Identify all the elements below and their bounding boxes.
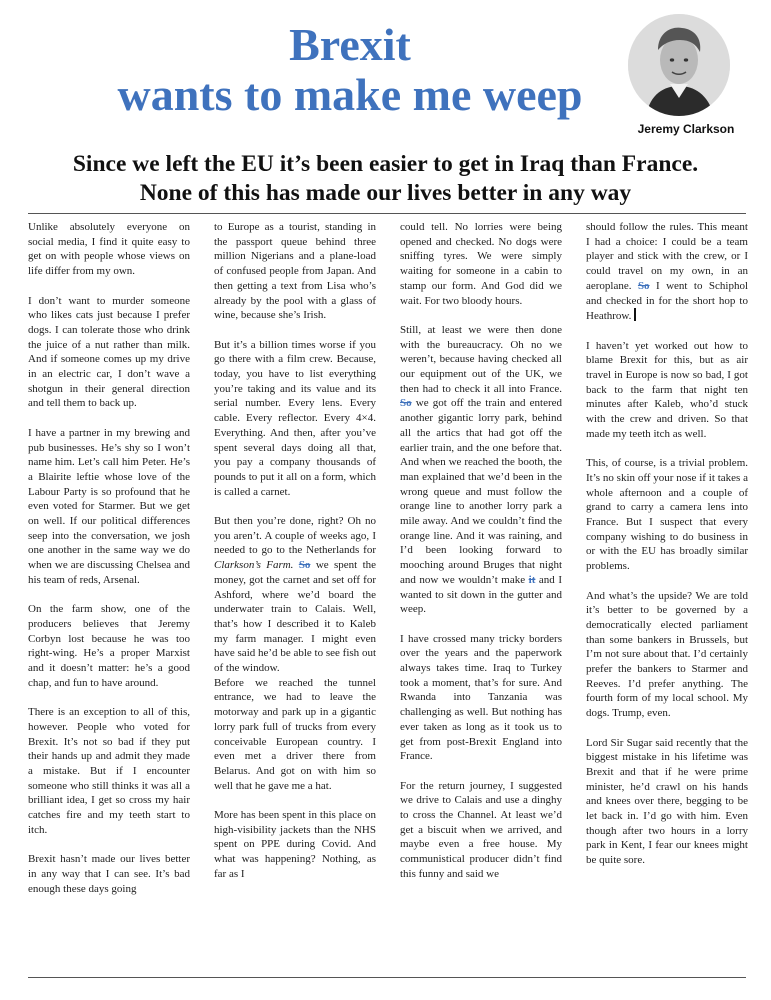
author-byline: Jeremy Clarkson <box>637 122 735 136</box>
bottom-divider <box>28 977 746 978</box>
paragraph: I don’t want to murder someone who likes cats just because I prefer dogs. I can tolerate those who drink the juice of a nut rather than milk. And if someone comes up my drive in an electric car, I don’t wave a shotgun in their general direction and tell them to back up. <box>28 294 190 410</box>
subheadline-line-2: None of this has made our lives better in any way <box>139 180 632 206</box>
author-portrait-icon <box>628 14 730 116</box>
article-column-2 <box>214 220 376 882</box>
article-column-4 <box>586 220 748 868</box>
paragraph: There is an exception to all of this, however. People who voted for Brexit. It’s not so bad if they put their hands up and admit they made a mistake. But if I encounter someone who still thinks it was all a brilliant idea, I get so cross my hair catches fire and my teeth start to itch. <box>28 706 190 836</box>
paragraph: More has been spent in this place on high-visibility jackets than the NHS spent on PPE during Covid. And what was happening? Nothing, as far as I <box>214 809 376 880</box>
paragraph <box>214 514 376 676</box>
paragraph: And what’s the upside? We are told it’s better to be governed by a democratically elected parliament than some bankers in Brussels, but I’m not sure about that. I’d certainly prefer the bankers to Starmer and Reeves. I’d prefer anything. The fourth form of my local school. My dogs. Trump, even. <box>586 589 748 720</box>
correction-mark: So <box>400 397 412 410</box>
paragraph-text: Still, at least we were then done with the bureaucracy. Oh no we weren’t, because having checked all our equipment out of the UK, we then had to check it all into France. <box>400 323 562 395</box>
paragraph: Brexit hasn’t made our lives better in any way that I can see. It’s bad enough these days going <box>28 853 190 895</box>
subheadline <box>20 150 751 208</box>
correction-mark: it <box>528 573 536 586</box>
article-column-3 <box>400 220 562 882</box>
paragraph: I have crossed many tricky borders over the years and the paperwork always takes time. Iraq to Turkey took a moment, that’s for sure. And Rwanda into Tanzania was challenging as well. But nothing has ever taken as long as it took us to get from post-Brexit England into France. <box>400 632 562 763</box>
headline-line-1: Brexit <box>289 19 411 70</box>
paragraph-text: I went to Schiphol and checked in for the short hop to Heathrow. <box>586 279 749 323</box>
paragraph: Lord Sir Sugar said recently that the biggest mistake in his lifetime was Brexit and that if he were prime minister, he’d crawl on his hands and knees over there, begging to be let back in. I’d go with him. Even though after two hours in a lorry park in Kent, I fear our knees might be quite sore. <box>586 736 748 867</box>
paragraph: For the return journey, I suggested we drive to Calais and use a dinghy to cross the Channel. At least we’d get a biscuit when we arrived, and maybe even a free house. My communistical producer didn’t find this funny and said we <box>400 779 562 880</box>
paragraph-text: we spent the money, got the carnet and set off for Ashford, where we’d board the underwater train to Calais. Well, that’s how I described it to Kaleb my farm manager. I might even have said he’d be able to see fish out of the window. <box>214 559 377 675</box>
paragraph-text: should follow the rules. This meant I had a choice: I could be a team player and stick with the crew, or I could travel on my own, in an aeroplane. <box>586 221 748 292</box>
top-divider <box>28 213 746 214</box>
paragraph-text: But then you’re done, right? Oh no you aren’t. A couple of weeks ago, I needed to go to the Netherlands for <box>214 515 376 557</box>
paragraph: to Europe as a tourist, standing in the passport queue behind three million Nigerians and a plane-load of confused people from Japan. And then getting a text from Lisa who’s already by the pool with a glass of wine, because she’s Irish. <box>214 221 376 322</box>
paragraph <box>400 323 562 617</box>
paragraph: This, of course, is a trivial problem. It’s no skin off your nose if it takes a whole afternoon and a couple of grand to carry a camera lens into France. But I suspect that every company wishing to do business in or with the EU has broadly similar problems. <box>586 457 748 573</box>
paragraph: could tell. No lorries were being opened and checked. No dogs were sniffing tyres. We were simply waiting for someone in a cabin to stamp our form. And God did we wait. For two bloody hours. <box>400 221 562 307</box>
headline-line-2: wants to make me weep <box>117 69 583 120</box>
subheadline-line-1: Since we left the EU it’s been easier to get in Iraq than France. <box>72 151 699 177</box>
article-column-1 <box>28 220 190 896</box>
paragraph: But it’s a billion times worse if you go there with a film crew. Because, today, you have to list everything you’re taking and its value and its serial number. Every lens. Every cable. Every reflector. Every 4×4. Everything. And then, after you’ve spent several days doing all that, you pay a company thousands of pounds to put it all on a form, which is called a carnet. <box>214 338 376 498</box>
author-portrait <box>628 14 730 116</box>
paragraph: On the farm show, one of the producers believes that Jeremy Corbyn lost because he was too right-wing. He’s a proper Marxist and it doesn’t matter: he’s a good chap, and fun to have around. <box>28 603 190 689</box>
headline <box>60 19 640 120</box>
correction-mark: So <box>637 279 650 292</box>
paragraph-text: and I wanted to sit down in the gutter and weep. <box>400 573 562 616</box>
paragraph: Before we reached the tunnel entrance, we had to leave the motorway and park up in a gigantic lorry park full of trucks from every conceivable European country. I even met a driver there from Belarus. And got on with him so well that he gave me a hat. <box>214 676 376 792</box>
paragraph: I have a partner in my brewing and pub businesses. He’s shy so I won’t name him. Let’s call him Peter. He’s a Blairite leftie whose love of the Labour Party is so profound that he even voted for Starmer. But we get on well. If our political differences seep into the conversation, we josh one another in the same way we do when we are discussing Chelsea and his team of reds, Arsenal. <box>28 426 190 586</box>
paragraph <box>586 220 748 324</box>
paragraph-text: we got off the train and entered another gigantic lorry park, behind all the artics that had got off the earlier train, and the one before that. And when we reached the booth, the man explained that we’d been in the wrong queue and must follow the orange line to another lorry park a mile away. And we couldn’t find the orange line. And it was raining, and I’d been looking forward to mooching around Bruges that night and now we wouldn’t make <box>400 397 563 586</box>
paragraph: I haven’t yet worked out how to blame Brexit for this, but as air travel in Europe is now so bad, I got back to the farm that night ten minutes after Kaleb, who’d stuck with the crew and driven. So that made my teeth itch as well. <box>586 339 748 440</box>
paragraph: Unlike absolutely everyone on social media, I find it quite easy to get on with people whose views on life differ from my own. <box>28 221 190 278</box>
show-title: Clarkson’s Farm. <box>214 559 294 572</box>
correction-mark: So <box>298 559 311 572</box>
text-cursor <box>634 308 636 321</box>
